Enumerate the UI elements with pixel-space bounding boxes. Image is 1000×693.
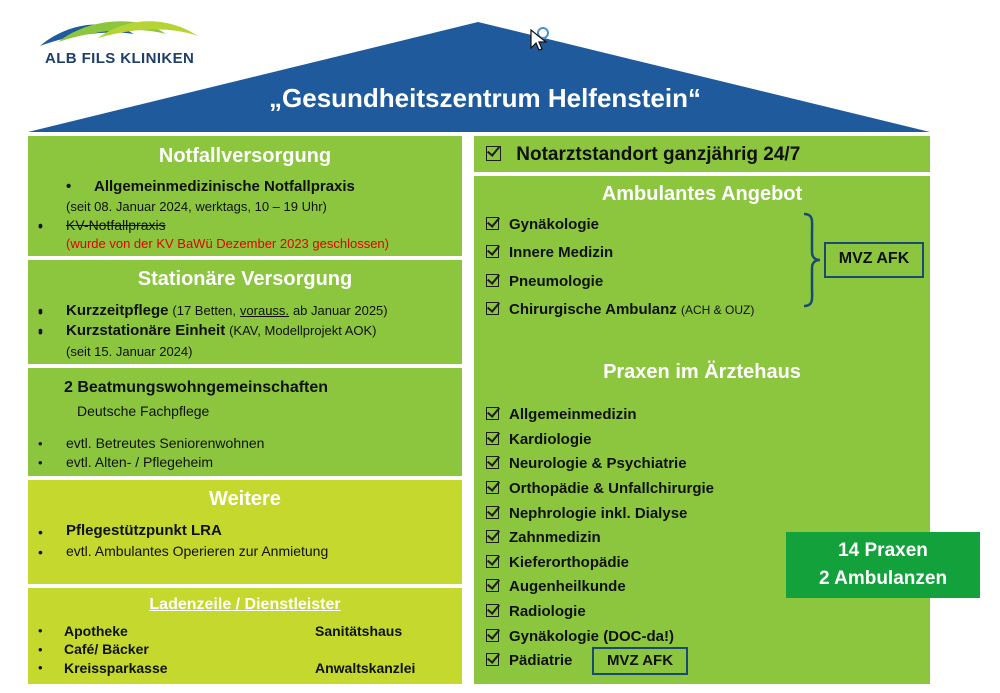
notarzt-label: [486, 144, 800, 166]
weitere-bullets: • •: [38, 524, 43, 560]
stationaer-item-2-sub: (seit 15. Januar 2024): [66, 344, 193, 359]
summary-badge: [786, 532, 980, 598]
notfall-title: Notfallversorgung: [158, 145, 332, 167]
mvz-badge-ambulant: MVZ AFK: [824, 242, 924, 278]
praxis-item-6-label: Zahnmedizin: [509, 529, 601, 546]
checkbox-icon: [486, 245, 499, 258]
checkbox-icon: [486, 629, 499, 642]
praxis-item-5-label: Nephrologie inkl. Dialyse: [509, 505, 688, 522]
laden-title: Ladenzeile / Dienstleister: [149, 596, 341, 613]
praxis-item-2-label: Kardiologie: [509, 431, 592, 448]
notfall-item-1: • Allgemeinmedizinische Notfallpraxis: [94, 178, 355, 195]
praxis-item-8: [486, 578, 626, 595]
mouse-pointer-icon: [528, 26, 552, 54]
weitere-item-1: Pflegestützpunkt LRA: [66, 522, 222, 539]
stationaer-item-1-detail-b: vorauss.: [239, 303, 290, 318]
notfall-bullet-2: •: [38, 218, 43, 234]
weitere-item-2: evtl. Ambulantes Operieren zur Anmietung: [66, 543, 329, 559]
laden-panel: [28, 588, 462, 684]
page-title: „Gesundheitszentrum Helfenstein“: [269, 83, 701, 113]
praxis-item-9: [486, 603, 586, 620]
praxis-item-11: [486, 652, 572, 669]
notfall-item-1-sub: (seit 08. Januar 2024, werktags, 10 – 19 Uhr): [66, 199, 327, 214]
stationaer-item-2-label: Kurzstationäre Einheit: [66, 322, 226, 339]
weitere-title: Weitere: [209, 488, 281, 510]
stationaer-item-1-detail-c: ab Januar 2025): [292, 303, 388, 318]
laden-left-3: Kreissparkasse: [64, 660, 168, 676]
praxis-item-3-label: Neurologie & Psychiatrie: [509, 455, 687, 472]
summary-line-1: 14 Praxen: [838, 540, 928, 561]
beatmung-subtitle: Deutsche Fachpflege: [77, 403, 210, 419]
ambulant-item-4-note: (ACH & OUZ): [680, 303, 755, 317]
notfall-item-2-sub: (wurde von der KV BaWü Dezember 2023 geschlossen): [66, 236, 389, 251]
laden-left-2: Café/ Bäcker: [64, 641, 149, 657]
ambulant-item-1-label: Gynäkologie: [509, 216, 600, 233]
beatmung-title: 2 Beatmungswohngemeinschaften: [64, 379, 329, 396]
stationaer-bullets: • •: [38, 304, 43, 340]
checkbox-icon: [486, 653, 499, 666]
notfall-item-2: • KV-Notfallpraxis: [66, 217, 166, 233]
checkbox-icon: [486, 274, 499, 287]
praxis-item-6: [486, 529, 601, 546]
notarzt-panel: [474, 136, 930, 172]
laden-left-1: Apotheke: [64, 623, 128, 639]
ambulant-item-3: [486, 273, 603, 290]
praxis-item-7: [486, 554, 629, 571]
brace-icon: [802, 212, 822, 308]
checkbox-icon: [486, 456, 499, 469]
ambulant-item-4-label: Chirurgische Ambulanz: [509, 301, 677, 318]
stationaer-item-2-detail: (KAV, Modellprojekt AOK): [229, 323, 377, 338]
ambulant-item-2: [486, 244, 613, 261]
checkbox-icon: [486, 604, 499, 617]
laden-right-1: Sanitätshaus: [315, 623, 403, 639]
praxis-item-1-label: Allgemeinmedizin: [509, 406, 637, 423]
laden-bullets: • • •: [38, 623, 43, 675]
praxis-item-4: [486, 480, 714, 497]
ambulant-item-2-label: Innere Medizin: [509, 244, 614, 261]
praxis-item-4-label: Orthopädie & Unfallchirurgie: [509, 480, 715, 497]
stationaer-title: Stationäre Versorgung: [137, 268, 353, 290]
praxen-title: Praxen im Ärztehaus: [603, 361, 801, 383]
checkbox-icon: [486, 530, 499, 543]
stationaer-item-2: [66, 322, 377, 339]
ambulant-item-3-label: Pneumologie: [509, 273, 604, 290]
praxis-item-1: [486, 406, 637, 423]
stationaer-panel: [28, 260, 462, 364]
checkbox-icon: [486, 481, 499, 494]
beatmung-item-2: evtl. Alten- / Pflegeheim: [66, 454, 214, 470]
checkbox-icon: [486, 579, 499, 592]
mvz-badge-praxen: MVZ AFK: [592, 647, 688, 675]
beatmung-item-1: evtl. Betreutes Seniorenwohnen: [66, 435, 265, 451]
praxis-item-3: [486, 455, 687, 472]
logo-text: ALB FILS KLINIKEN: [45, 50, 195, 67]
stationaer-item-1: [66, 302, 388, 319]
praxis-item-7-label: Kieferorthopädie: [509, 554, 630, 571]
checkbox-icon: [486, 555, 499, 568]
beatmung-bullets: • •: [38, 436, 43, 470]
praxis-item-2: [486, 431, 592, 448]
stationaer-item-1-detail-a: (17 Betten,: [172, 303, 237, 318]
checkbox-icon: [486, 302, 499, 315]
checkbox-icon: [486, 217, 499, 230]
checkbox-icon: [486, 146, 501, 161]
praxis-item-11-label: Pädiatrie: [509, 652, 573, 669]
praxis-item-10-label: Gynäkologie (DOC-da!): [509, 628, 675, 645]
notfall-panel: [28, 136, 462, 256]
checkbox-icon: [486, 506, 499, 519]
ambulant-item-4: [486, 301, 754, 318]
summary-line-2: 2 Ambulanzen: [818, 568, 948, 589]
checkbox-icon: [486, 407, 499, 420]
checkbox-icon: [486, 432, 499, 445]
praxis-item-10: [486, 628, 674, 645]
ambulant-item-1: [486, 216, 599, 233]
praxis-item-9-label: Radiologie: [509, 603, 586, 620]
praxis-item-8-label: Augenheilkunde: [509, 578, 626, 595]
beatmung-panel: [28, 368, 462, 476]
weitere-panel: [28, 480, 462, 584]
laden-right-2: Anwaltskanzlei: [315, 660, 416, 676]
notarzt-text: Notarztstandort ganzjährig 24/7: [516, 144, 801, 165]
ambulant-title: Ambulantes Angebot: [601, 183, 803, 205]
praxis-item-5: [486, 505, 687, 522]
stationaer-item-1-label: Kurzzeitpflege: [66, 302, 169, 319]
